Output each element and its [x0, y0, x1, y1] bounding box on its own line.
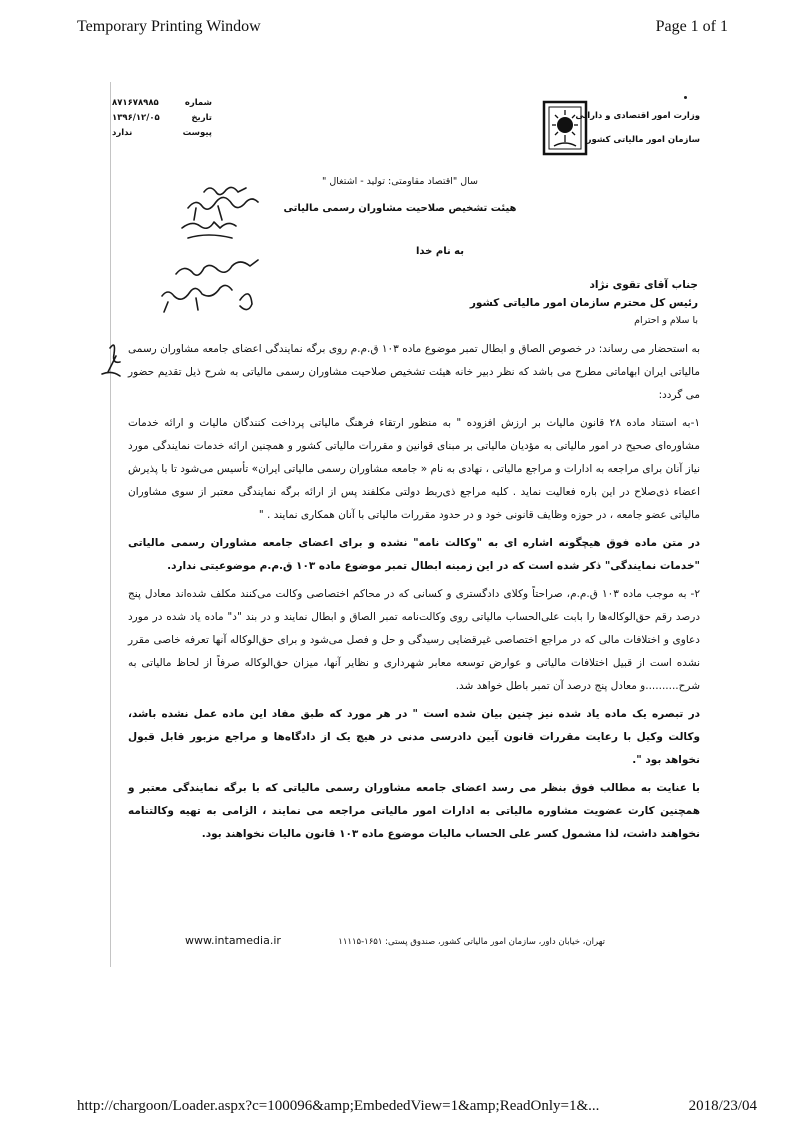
year-slogan: سال "اقتصاد مقاومتی: تولید - اشتغال "	[321, 176, 479, 187]
greeting: با سلام و احترام	[634, 315, 698, 326]
recipient-block	[470, 276, 698, 330]
handwritten-notes-icon	[92, 178, 292, 393]
meta-attachment-row	[112, 126, 212, 141]
board-title: هیئت تشخیص صلاحیت مشاوران رسمی مالیاتی	[283, 203, 517, 214]
print-window-title: Temporary Printing Window	[77, 18, 261, 35]
recipient-name: جناب آقای تقوی نژاد	[589, 279, 698, 291]
body-paragraph-emphasis: در متن ماده فوق هیچگونه اشاره ای به "وکالت نامه" نشده و برای اعضای جامعه مشاوران رسمی مالیاتی "خدمات نمایندگی" ذکر شده است که در این زمینه ابطال تمبر موضوع ماده ۱۰۳ ق.م.م موضوعیتی ندارد.	[128, 537, 700, 572]
print-date: 2018/23/04	[688, 1098, 757, 1114]
page-counter: Page 1 of 1	[655, 18, 728, 35]
letterhead	[575, 104, 700, 152]
meta-date-label: تاریخ	[191, 113, 212, 123]
letter-body	[128, 338, 700, 851]
scan-speck	[684, 96, 687, 99]
letter-meta	[112, 96, 212, 141]
bismillah-heading: به نام خدا	[415, 246, 465, 257]
meta-attachment-value: ندارد	[112, 128, 133, 138]
body-paragraph-conclusion: با عنایت به مطالب فوق بنظر می رسد اعضای جامعه مشاوران رسمی مالیاتی که با برگه نمایندگی معتبر و همچنین کارت عضویت مشاوره مالیاتی به ادارات امور مالیاتی مراجعه می نمایند ، الزامی به تهیه وکالتنامه نخواهند داشت، لذا مشمول کسر علی الحساب مالیات موضوع ماده ۱۰۳ قانون مالیات نخواهند بود.	[128, 782, 700, 840]
body-paragraph: ۱-به استناد ماده ۲۸ قانون مالیات بر ارزش افزوده " به منظور ارتقاء فرهنگ مالیاتی پرداخت کنندگان مالیات و ارائه خدمات مشاوره‌ای صحیح در امور مالیاتی به مؤدیان مالیاتی بر مبنای قوانین و مقررات مالیاتی کشور و همچنین ارائه خدمات نمایندگی مورد نیاز آنان برای مراجعه به ادارات و مراجع مالیاتی ، نهادی به نام « جامعه مشاوران رسمی مالیاتی ایران» تأسیس می‌شود تا با پذیرش اعضاء ذی‌صلاح در این باره فعالیت نماید . کلیه مراجع ذی‌ربط دولتی مکلفند پس از ارائه برگه نمایندگی معتبر از سوی مشاوران مالیاتی عضو جامعه ، در حوزه وظایف قانونی خود و در حدود مقررات مالیاتی با آنان همکاری نمایند . "	[128, 417, 700, 521]
organization-name: سازمان امور مالیاتی کشور	[586, 135, 700, 145]
meta-number-value: ۸۷۱۶۷۸۹۸۵	[112, 98, 159, 108]
website-text: www.intamedia.ir	[185, 934, 281, 947]
body-paragraph: ۲- به موجب ماده ۱۰۳ ق.م.م، صراحتاً وکلای دادگستری و کسانی که در محاکم اختصاصی وکالت می‌کنند مکلف شده‌اند معادل پنج درصد رقم حق‌الوکاله‌ها را بابت علی‌الحساب مالیاتی روی وکالت‌نامه تمبر الصاق و ابطال نمایند و در بند "د" ماده یاد شده در مورد دعاوی و اختلافات مالی که در مراجع اختصاصی غیرقضایی رسیدگی و حل و فصل می‌شود و برای حق‌الوکاله آنها تعرفه خاصی مقرر نشده است از قبیل اختلافات مالیاتی و عوارض توسعه معابر شهرداری و نظایر آنها، میزان حق‌الوکاله صرفاً از لحاظ مالیاتی به شرح..........و معادل پنج درصد آن تمبر باطل خواهد شد.	[128, 588, 700, 692]
meta-attachment-label: پیوست	[182, 128, 212, 138]
meta-date-value: ۱۳۹۶/۱۲/۰۵	[112, 113, 160, 123]
meta-number-row	[112, 96, 212, 111]
ministry-name: وزارت امور اقتصادی و دارایی	[575, 111, 700, 121]
postal-address: تهران، خیابان داور، سازمان امور مالیاتی کشور، صندوق پستی: ۱۶۵۱-۱۱۱۱۵	[338, 937, 605, 947]
body-paragraph: به استحضار می رساند: در خصوص الصاق و ابطال تمبر موضوع ماده ۱۰۳ ق.م.م روی برگه نمایندگی اعضای جامعه مشاوران رسمی مالیاتی ایران ابهاماتی مطرح می باشد که نظر دبیر خانه هیئت تشخیص صلاحیت مشاوران رسمی مالیاتی به شرح ذیل تقدیم حضور می گردد:	[128, 343, 701, 401]
recipient-title: رئیس کل محترم سازمان امور مالیاتی کشور	[469, 297, 698, 309]
letter-footer	[185, 934, 605, 947]
print-url: http://chargoon/Loader.aspx?c=100096&amp;EmbededView=1&amp;ReadOnly=1&...	[77, 1098, 600, 1114]
body-paragraph-emphasis: در تبصره یک ماده یاد شده نیز چنین بیان شده است " در هر مورد که طبق مفاد این ماده عمل نشده باشد، وکالت وکیل با رعایت مقررات قانون آیین دادرسی مدنی در هیچ یک از دادگاه‌ها و مراجع مزبور قابل قبول نخواهد بود ".	[128, 708, 700, 766]
meta-number-label: شماره	[184, 98, 212, 108]
meta-date-row	[112, 111, 212, 126]
